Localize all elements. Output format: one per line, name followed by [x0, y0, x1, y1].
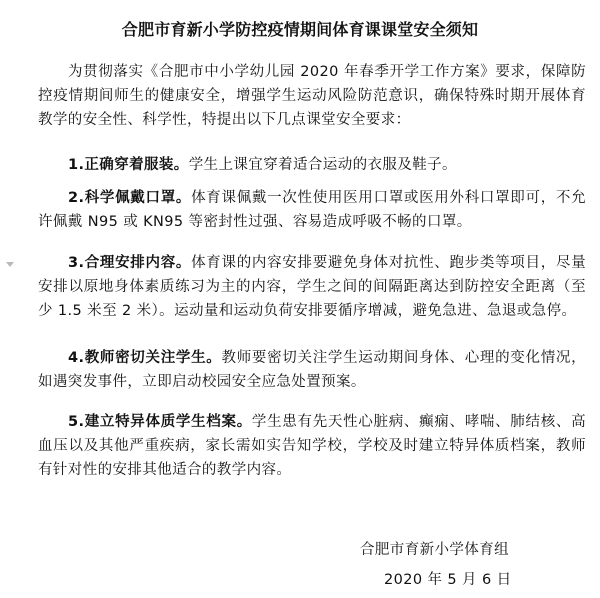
document-title: 合肥市育新小学防控疫情期间体育课课堂安全须知 [121, 20, 479, 39]
rule-body-2: 体育课佩戴一次性使用医用口罩或医用外科口罩即可，不允许佩戴 N95 或 KN95 等密封性过强、容易造成呼吸不畅的口罩。 [38, 190, 586, 230]
rule-heading-1: 1.正确穿着服装。 [68, 157, 189, 173]
rule-body-4: 教师要密切关注学生运动期间身体、心理的变化情况，如遇突发事件，立即启动校园安全应急处置预案。 [38, 350, 586, 390]
rule-heading-5: 5.建立特异体质学生档案。 [68, 414, 252, 430]
rule-heading-4: 4.教师密切关注学生。 [68, 350, 222, 366]
rule-body-1: 学生上课宜穿着适合运动的衣服及鞋子。 [188, 157, 457, 173]
rule-body-3: 体育课的内容安排要避免身体对抗性、跑步类等项目，尽量安排以原地身体素质练习为主的内容，学生之间的间隔距离达到防控安全距离（至少 1.5 米至 2 米）。运动量和运动负荷安排要循序增减，避免急进、急退或急停。 [38, 255, 586, 319]
date: 2020 年 5 月 6 日 [384, 572, 512, 588]
rule-body-5: 学生患有先天性心脏病、癫痫、哮喘、肺结核、高血压以及其他严重疾病，家长需如实告知学校，学校及时建立特异体质档案，教师有针对性的安排其他适合的教学内容。 [38, 414, 586, 478]
rule-item-1 [38, 153, 586, 177]
rule-item-4 [38, 346, 586, 394]
rule-heading-3: 3.合理安排内容。 [68, 255, 192, 271]
rule-item-5 [38, 410, 586, 482]
rule-item-3 [38, 251, 586, 323]
rule-item-2 [38, 186, 586, 234]
signature: 合肥市育新小学体育组 [360, 542, 509, 558]
rule-heading-2: 2.科学佩戴口罩。 [68, 190, 192, 206]
intro-paragraph: 为贯彻落实《合肥市中小学幼儿园 2020 年春季开学工作方案》要求，保障防控疫情期间师生的健康安全，增强学生运动风险防范意识，确保特殊时期开展体育教学的安全性、科学性，特提出以下几点课堂安全要求： [38, 64, 586, 128]
caret-down-icon [6, 262, 14, 267]
